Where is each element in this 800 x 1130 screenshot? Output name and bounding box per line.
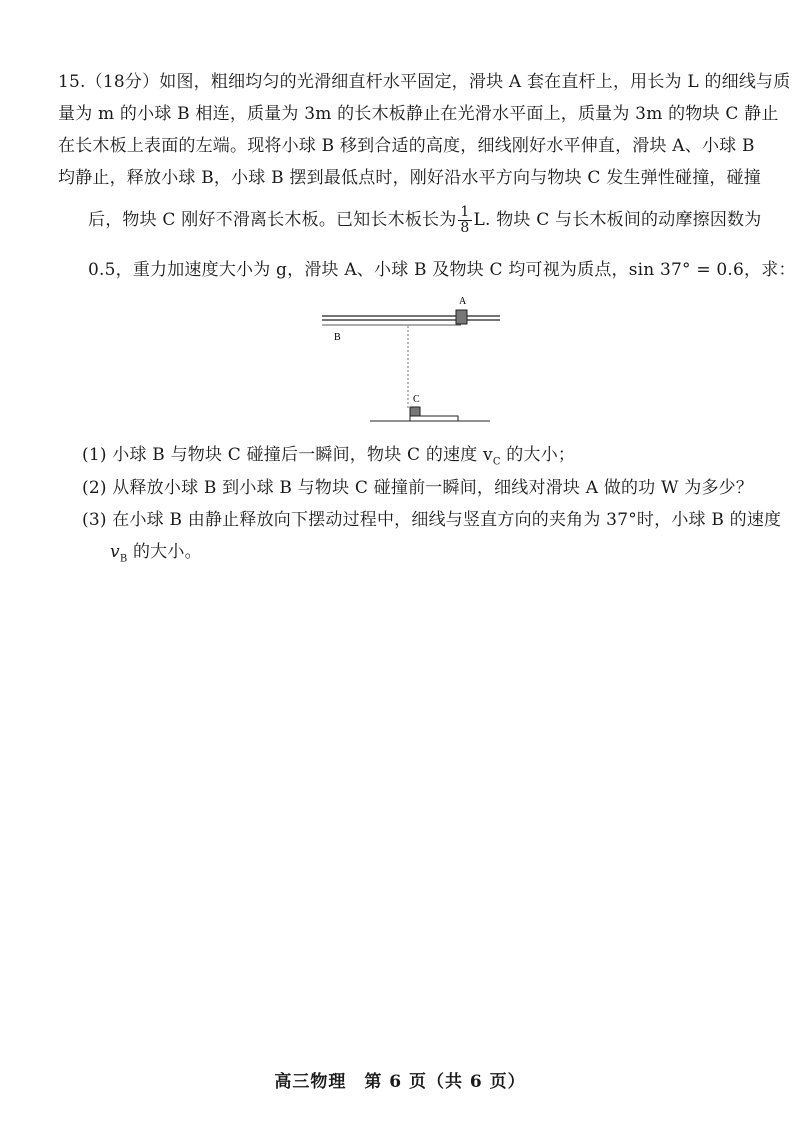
label-b: B [334,332,341,343]
velocity-subscript: B [119,553,128,565]
subquestion-1-subscript: C [492,456,501,468]
long-board [410,416,458,421]
question-line-3: 在长木板上表面的左端。现将小球 B 移到合适的高度，细线刚好水平伸直，滑块 A、小球 B [58,136,755,156]
subquestion-2: (2) 从释放小球 B 到小球 B 与物块 C 碰撞前一瞬间，细线对滑块 A 做的功 W 为多少？ [82,478,754,498]
subquestion-3-line-1: (3) 在小球 B 由静止释放向下摆动过程中，细线与竖直方向的夹角为 37°时，小球 B 的速度 [82,510,782,530]
subquestion-1-text: (1) 小球 B 与物块 C 碰撞后一瞬间，物块 C 的速度 v [82,445,493,465]
question-line-6: 0.5，重力加速度大小为 g，滑块 A、小球 B 及物块 C 均可视为质点，sin 37° = 0.6，求： [88,260,796,280]
question-line-5 [88,205,778,236]
label-c: C [413,394,420,405]
physics-figure [310,290,510,430]
question-line-4: 均静止，释放小球 B，小球 B 摆到最低点时，刚好沿水平方向与物块 C 发生弹性碰撞，碰撞 [58,168,762,188]
fraction-numerator: 1 [460,204,470,220]
subquestion-1 [82,443,772,474]
fraction-one-eighth [458,205,471,236]
subquestion-3-line-2 [110,540,800,571]
page-footer: 高三物理 第 6 页（共 6 页） [274,1072,526,1092]
subquestion-1-post: 的大小； [500,445,576,465]
question-line-2: 量为 m 的小球 B 相连，质量为 3m 的长木板静止在光滑水平面上，质量为 3m 的物块 C 静止 [58,104,779,124]
question-line-5-pre: 后，物块 C 刚好不滑离长木板。已知长木板长为 [88,210,457,230]
velocity-symbol: v [110,542,120,562]
question-line-5-post: L. 物块 C 与长木板间的动摩擦因数为 [473,210,762,230]
block-c [410,407,420,416]
label-a: A [459,296,467,307]
slider-a [456,310,467,324]
question-line-1: 15.（18分）如图，粗细均匀的光滑细直杆水平固定，滑块 A 套在直杆上，用长为 L 的细线与质 [58,72,791,92]
subquestion-3-post: 的大小。 [127,542,202,562]
fraction-denominator: 8 [460,220,470,236]
